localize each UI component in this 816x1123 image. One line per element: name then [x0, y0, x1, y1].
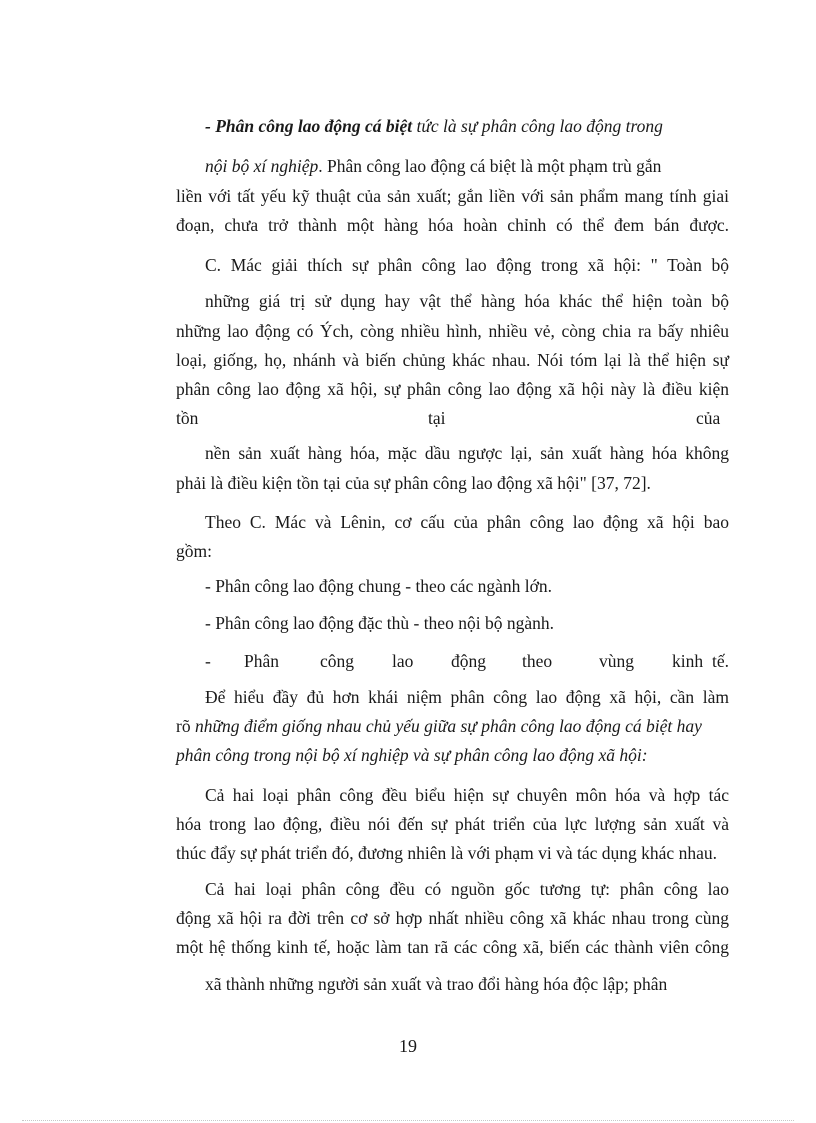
page-number: 19	[399, 1036, 417, 1056]
p4-line-1: Để hiểu đầy đủ hơn khái niệm phân công lao động xã hội, cần làm	[205, 687, 729, 707]
p2-line-6-word-2: tại	[428, 408, 446, 428]
list-item-3-word-4: động	[451, 651, 486, 671]
p4-line-2	[176, 715, 729, 737]
p5-line-1: Cả hai loại phân công đều biểu hiện sự chuyên môn hóa và hợp tác	[205, 785, 729, 805]
p3-line-2: gồm:	[176, 541, 212, 561]
list-item-3-word-3: lao	[392, 651, 414, 671]
p5-line-2: hóa trong lao động, điều nói đến sự phát triển của lực lượng sản xuất và	[176, 814, 729, 834]
p4-line-3: phân công trong nội bộ xí nghiệp và sự phân công lao động xã hội:	[176, 745, 648, 765]
p2-line-6-word-1: tồn	[176, 408, 199, 428]
p5-line-3: thúc đẩy sự phát triển đó, đương nhiên là với phạm vi và tác dụng khác nhau.	[176, 843, 717, 863]
p6-line-2: động xã hội ra đời trên cơ sở hợp nhất nhiều công xã khác nhau trong cùng	[176, 908, 729, 928]
p2-line-3: những lao động có Ých, còng nhiều hình, nhiều vẻ, còng chia ra bấy nhiêu	[176, 321, 729, 341]
list-item-3-word-7: kinh	[672, 651, 704, 671]
p2-line-8: phải là điều kiện tồn tại của sự phân công lao động xã hội" [37, 72].	[176, 473, 651, 493]
p1-line-2-rest: . Phân công lao động cá biệt là một phạm trù gắn	[318, 156, 662, 176]
list-item-3-word-5: theo	[522, 651, 553, 671]
p2-line-7: nền sản xuất hàng hóa, mặc dầu ngược lại, sản xuất hàng hóa không	[205, 443, 729, 463]
p1-line-1	[205, 115, 729, 137]
list-item-3-word-2: công	[320, 651, 355, 671]
p2-line-6-word-3: của	[696, 408, 721, 428]
list-item-1: - Phân công lao động chung - theo các ngành lớn.	[205, 576, 553, 596]
p6-line-4: xã thành những người sản xuất và trao đổi hàng hóa độc lập; phân	[205, 974, 668, 994]
p6-line-1: Cả hai loại phân công đều có nguồn gốc tương tự: phân công lao	[205, 879, 729, 899]
p2-line-2: những giá trị sử dụng hay vật thể hàng hóa khác thể hiện toàn bộ	[205, 291, 729, 311]
list-item-3-word-6: vùng	[599, 651, 634, 671]
p1-line-2-italic: nội bộ xí nghiệp	[205, 156, 319, 176]
p1-dash: -	[205, 116, 216, 136]
list-item-3-word-1: Phân	[244, 651, 279, 671]
p1-line-1-rest: tức là sự phân công lao động trong	[412, 116, 663, 136]
p1-bold-term: Phân công lao động cá biệt	[215, 116, 413, 136]
p6-line-3: một hệ thống kinh tế, hoặc làm tan rã các công xã, biến các thành viên công	[176, 937, 729, 957]
list-item-2: - Phân công lao động đặc thù - theo nội bộ ngành.	[205, 613, 554, 633]
page-bottom-divider	[22, 1120, 794, 1121]
p1-line-3: liền với tất yếu kỹ thuật của sản xuất; gắn liền với sản phẩm mang tính giai	[176, 186, 729, 206]
list-item-3-word-8: tế.	[712, 651, 730, 671]
p1-line-2	[205, 155, 729, 177]
p4-line-2-italic: những điểm giống nhau chủ yếu giữa sự phân công lao động cá biệt hay	[194, 716, 702, 736]
p3-line-1: Theo C. Mác và Lênin, cơ cấu của phân công lao động xã hội bao	[205, 512, 729, 532]
p1-line-4: đoạn, chưa trở thành một hàng hóa hoàn chỉnh có thể đem bán được.	[176, 215, 729, 235]
p4-line-2-plain: rõ	[176, 716, 195, 736]
p2-line-4: loại, giống, họ, nhánh và biến chủng khác nhau. Nói tóm lại là thể hiện sự	[176, 350, 729, 370]
list-item-3-dash: -	[205, 651, 211, 671]
p2-line-1: C. Mác giải thích sự phân công lao động trong xã hội: " Toàn bộ	[205, 255, 729, 275]
p2-line-5: phân công lao động xã hội, sự phân công lao động xã hội này là điều kiện	[176, 379, 729, 399]
